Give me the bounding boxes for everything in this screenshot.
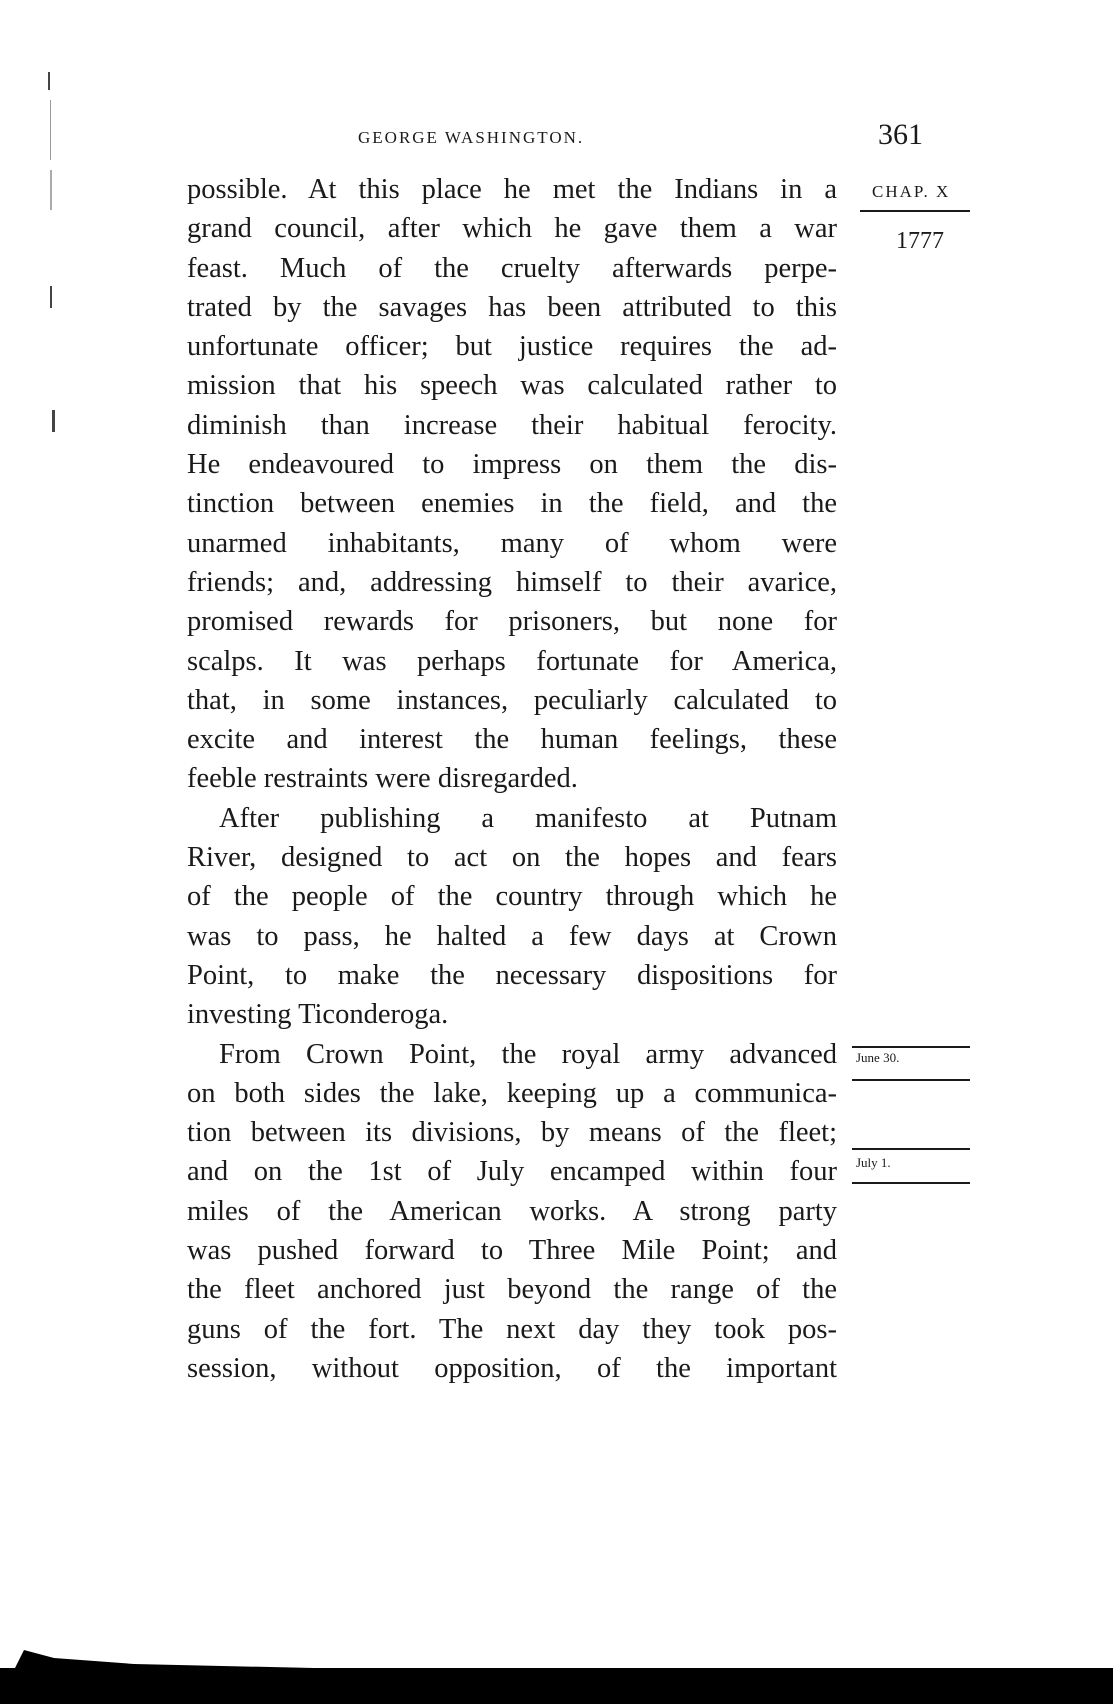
text-line: session, without opposition, of the important bbox=[187, 1352, 837, 1384]
text-line: on both sides the lake, keeping up a communica- bbox=[187, 1077, 837, 1109]
text-line: tinction between enemies in the field, and the bbox=[187, 488, 837, 520]
running-head: GEORGE WASHINGTON. bbox=[358, 128, 585, 147]
text-line: the fleet anchored just beyond the range of the bbox=[187, 1274, 837, 1306]
margin-rule-july-top bbox=[852, 1148, 970, 1150]
scan-speck bbox=[50, 286, 52, 308]
margin-chapter: CHAP. X bbox=[872, 182, 951, 201]
margin-year: 1777 bbox=[896, 228, 944, 254]
margin-rule-july-bottom bbox=[852, 1182, 970, 1184]
text-line: possible. At this place he met the Indians in a bbox=[187, 174, 837, 205]
text-line: feast. Much of the cruelty afterwards perpe- bbox=[187, 252, 837, 284]
text-line: grand council, after which he gave them a war bbox=[187, 213, 837, 245]
text-line: unfortunate officer; but justice requires the ad- bbox=[187, 331, 837, 363]
scan-bottom-bar bbox=[0, 1668, 1113, 1704]
text-line: feeble restraints were disregarded. bbox=[187, 763, 578, 795]
scan-speck bbox=[48, 72, 50, 90]
text-line: investing Ticonderoga. bbox=[187, 999, 449, 1031]
text-line: was pushed forward to Three Mile Point; and bbox=[187, 1235, 837, 1267]
scan-edge-shadow bbox=[14, 1640, 314, 1670]
text-line: From Crown Point, the royal army advanced bbox=[219, 1038, 837, 1070]
text-line: excite and interest the human feelings, these bbox=[187, 724, 837, 756]
text-line: mission that his speech was calculated rather to bbox=[187, 370, 837, 402]
margin-rule-june-bottom bbox=[852, 1079, 970, 1081]
body-text bbox=[187, 170, 837, 1388]
text-line: that, in some instances, peculiarly calculated to bbox=[187, 684, 837, 716]
text-line: diminish than increase their habitual ferocity. bbox=[187, 409, 837, 441]
scan-speck bbox=[50, 100, 51, 160]
margin-rule-june-top bbox=[852, 1046, 970, 1048]
margin-date-july: July 1. bbox=[856, 1155, 891, 1170]
page-number: 361 bbox=[878, 118, 923, 151]
text-line: friends; and, addressing himself to their avarice, bbox=[187, 566, 837, 598]
scan-speck bbox=[50, 170, 52, 210]
text-line: He endeavoured to impress on them the dis- bbox=[187, 449, 837, 481]
text-line: River, designed to act on the hopes and fears bbox=[187, 842, 837, 874]
text-line: unarmed inhabitants, many of whom were bbox=[187, 527, 837, 559]
scan-speck bbox=[52, 410, 55, 432]
margin-date-june: June 30. bbox=[856, 1050, 900, 1065]
text-line: of the people of the country through which he bbox=[187, 881, 837, 913]
text-line: After publishing a manifesto at Putnam bbox=[219, 802, 837, 834]
text-line: scalps. It was perhaps fortunate for America, bbox=[187, 645, 837, 677]
text-line: was to pass, he halted a few days at Crown bbox=[187, 920, 837, 952]
text-line: Point, to make the necessary dispositions for bbox=[187, 959, 837, 991]
text-line: promised rewards for prisoners, but none for bbox=[187, 606, 837, 638]
text-line: miles of the American works. A strong party bbox=[187, 1195, 837, 1227]
text-line: guns of the fort. The next day they took pos- bbox=[187, 1313, 837, 1345]
text-line: and on the 1st of July encamped within four bbox=[187, 1156, 837, 1188]
margin-rule-chapter bbox=[860, 210, 970, 212]
text-line: tion between its divisions, by means of the fleet; bbox=[187, 1117, 837, 1149]
text-line: trated by the savages has been attributed to this bbox=[187, 291, 837, 323]
